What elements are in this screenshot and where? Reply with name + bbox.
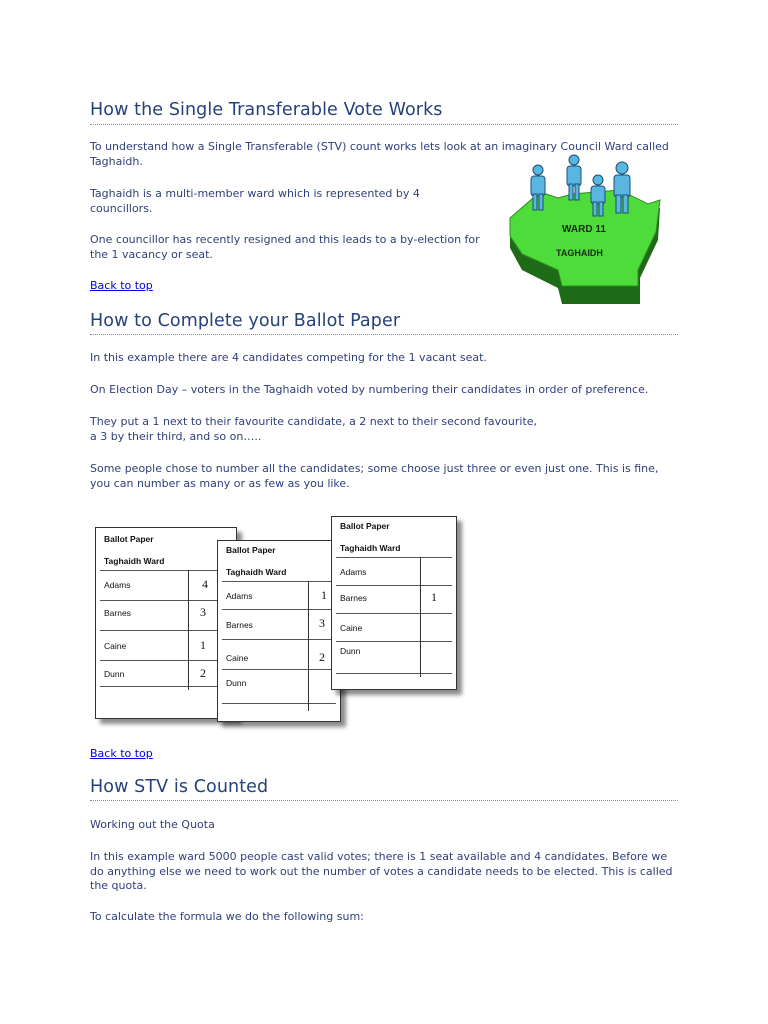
choice-paragraph: Some people chose to number all the candidates; some choose just three or even just one. This is fine, you can number as many or as few as you like. (90, 462, 659, 490)
ward-description-paragraph: Taghaidh is a multi-member ward which is represented by 4 councillors. (90, 187, 420, 215)
heading-ballot-paper: How to Complete your Ballot Paper (90, 311, 401, 331)
numbering-paragraph-line1: They put a 1 next to their favourite candidate, a 2 next to their second favourite, (90, 415, 538, 428)
ward-number-label: WARD 11 (562, 224, 606, 235)
ballot-paper-2 (217, 540, 341, 722)
ballot-ward: Taghaidh Ward (104, 556, 165, 566)
ballot-ward: Taghaidh Ward (226, 567, 287, 577)
ballot-paper-3 (331, 516, 457, 690)
quota-paragraph: In this example ward 5000 people cast valid votes; there is 1 seat available and 4 candidates. Before we do anything else we need to work out the number of votes a candidate needs to be elected. This is called the quota. (90, 850, 673, 892)
numbering-paragraph-line2: a 3 by their third, and so on….. (90, 430, 262, 443)
heading-stv-counted: How STV is Counted (90, 777, 269, 797)
ballot-title: Ballot Paper (340, 521, 390, 531)
preference-number: 2 (200, 666, 206, 680)
ward-name-label: TAGHAIDH (556, 248, 603, 258)
preference-number: 1 (321, 588, 327, 602)
quota-subheading: Working out the Quota (90, 818, 215, 831)
election-day-paragraph: On Election Day – voters in the Taghaidh voted by numbering their candidates in order of preference. (90, 383, 649, 396)
ballot-paper-1 (95, 527, 237, 719)
formula-paragraph: To calculate the formula we do the following sum: (90, 910, 364, 923)
ballot-title: Ballot Paper (226, 545, 276, 555)
candidate-name: Caine (104, 641, 127, 651)
candidate-name: Adams (226, 591, 253, 601)
candidate-name: Barnes (104, 608, 131, 618)
ward-map-icon (500, 150, 670, 310)
preference-number: 3 (319, 616, 325, 630)
intro-paragraph: To understand how a Single Transferable (STV) count works lets look at an imaginary Council Ward called Taghaidh. (90, 140, 669, 168)
heading-divider (90, 334, 678, 335)
preference-number: 1 (200, 638, 206, 652)
preference-number: 4 (202, 577, 208, 591)
preference-number: 2 (319, 650, 325, 664)
candidate-name: Caine (340, 623, 363, 633)
heading-divider (90, 124, 678, 125)
preference-number: 1 (431, 590, 437, 604)
candidate-name: Adams (104, 580, 131, 590)
candidate-name: Adams (340, 567, 367, 577)
ballot-ward: Taghaidh Ward (340, 543, 401, 553)
back-to-top-link[interactable]: Back to top (90, 279, 153, 292)
preference-number: 3 (200, 605, 206, 619)
candidate-name: Barnes (340, 593, 367, 603)
candidate-name: Caine (226, 653, 249, 663)
ward-map-illustration (500, 150, 670, 310)
by-election-paragraph: One councillor has recently resigned and this leads to a by-election for the 1 vacancy or seat. (90, 233, 480, 261)
candidate-name: Dunn (226, 678, 247, 688)
back-to-top-link[interactable]: Back to top (90, 747, 153, 760)
candidate-name: Barnes (226, 620, 253, 630)
heading-divider (90, 800, 678, 801)
candidate-name: Dunn (340, 646, 361, 656)
candidates-paragraph: In this example there are 4 candidates competing for the 1 vacant seat. (90, 351, 487, 364)
candidate-name: Dunn (104, 669, 125, 679)
heading-stv-works: How the Single Transferable Vote Works (90, 100, 443, 120)
ballot-title: Ballot Paper (104, 534, 154, 544)
